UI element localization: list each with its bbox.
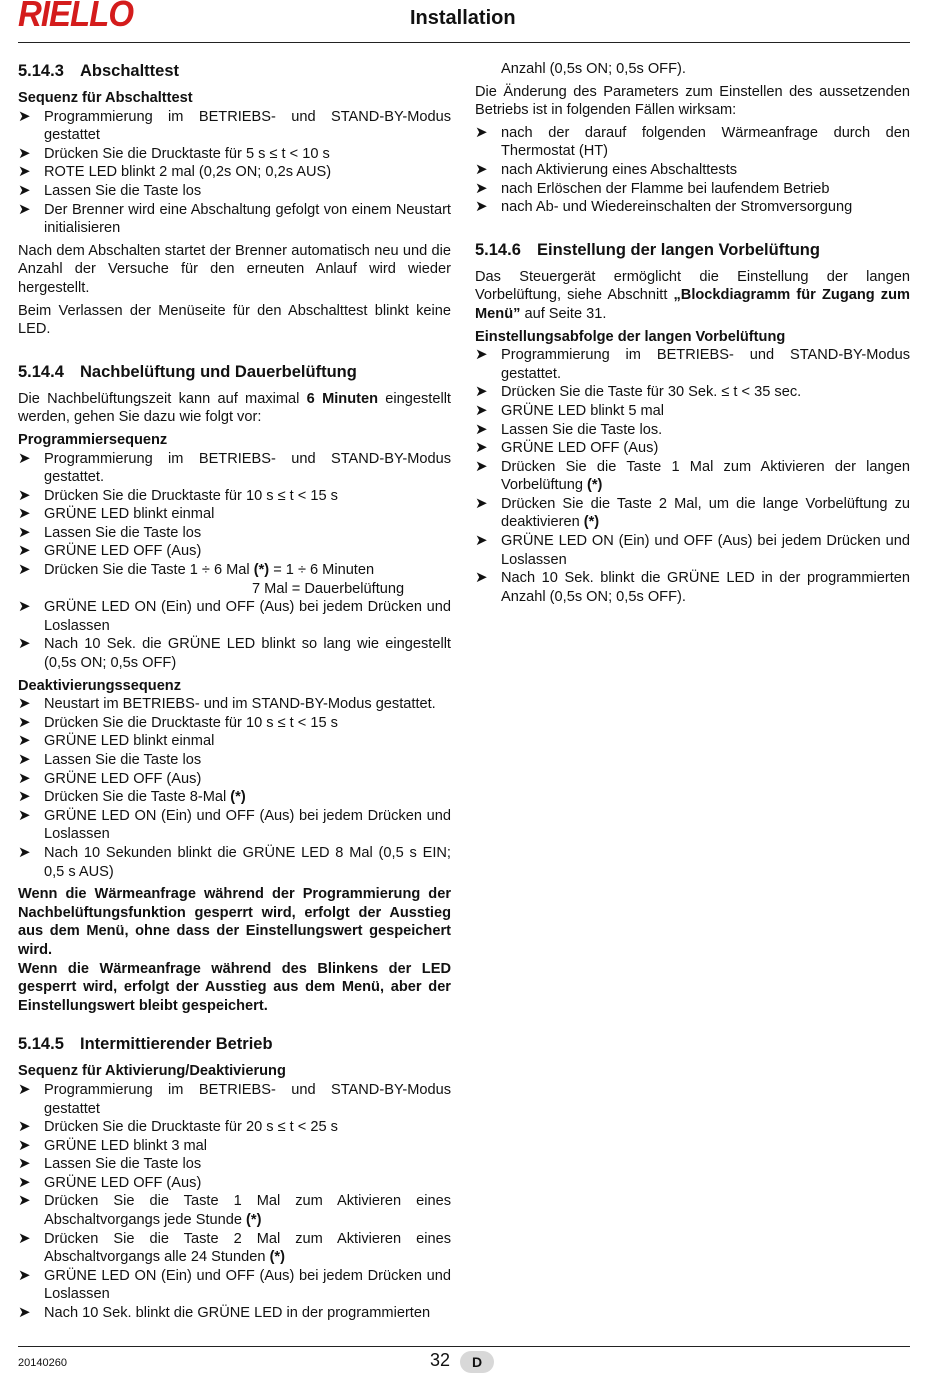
arrow-bullet-icon: ➤ [18, 769, 31, 787]
list-item: ➤ GRÜNE LED blinkt 5 mal [475, 401, 665, 419]
list-item: ➤ ROTE LED blinkt 2 mal (0,2s ON; 0,2s AUS) [18, 163, 332, 181]
arrow-bullet-icon: ➤ [475, 420, 488, 438]
list-item: ➤ Lassen Sie die Taste los. [475, 420, 663, 438]
list-item: ➤ Drücken Sie die Drucktaste für 5 s ≤ t < 10 s [18, 144, 330, 162]
warning-text: Wenn die Wärmeanfrage während des Blinkens der LED gesperrt wird, erfolgt der Ausstieg aus dem Menü, aber der Einstellungswert bleibt gespeichert. [18, 960, 451, 1014]
list-item: ➤ Neustart im BETRIEBS- und im STAND-BY-Modus gestattet. [18, 695, 436, 713]
arrow-bullet-icon: ➤ [18, 505, 31, 523]
list-item: ➤ Nach 10 Sek. blinkt die GRÜNE LED in der programmierten Anzahl (0,5s ON; 0,5s OFF). [475, 569, 910, 605]
arrow-bullet-icon: ➤ [18, 598, 31, 616]
list-item: ➤ Drücken Sie die Drucktaste für 10 s ≤ t < 15 s [18, 486, 338, 504]
arrow-bullet-icon: ➤ [475, 532, 488, 550]
arrow-bullet-icon: ➤ [475, 401, 488, 419]
list-item: ➤ Drücken Sie die Taste 1 Mal zum Aktivieren der langen Vorbelüftung (*) [475, 457, 910, 494]
arrow-bullet-icon: ➤ [18, 732, 31, 750]
arrow-bullet-icon: ➤ [18, 449, 31, 467]
arrow-bullet-icon: ➤ [18, 163, 31, 181]
bullet-list [18, 1081, 451, 1323]
list-item: ➤ Der Brenner wird eine Abschaltung gefolgt von einem Neustart initialisieren [18, 200, 451, 237]
list-item: ➤ Lassen Sie die Taste los [18, 181, 202, 199]
arrow-bullet-icon: ➤ [475, 198, 488, 216]
page-number: 32 [430, 1350, 451, 1370]
list-item: ➤ Drücken Sie die Drucktaste für 10 s ≤ t < 15 s [18, 713, 338, 731]
arrow-bullet-icon: ➤ [475, 457, 488, 475]
arrow-bullet-icon: ➤ [18, 486, 31, 504]
left-column [18, 60, 451, 1327]
paragraph: Das Steuergerät ermöglicht die Einstellung der langen Vorbelüftung, siehe Abschnitt „Blockdiagramm für Zugang zum Menü” auf Seite 31. [475, 268, 910, 322]
arrow-bullet-icon: ➤ [18, 843, 31, 861]
list-item: ➤ Drücken Sie die Taste für 30 Sek. ≤ t < 35 sec. [475, 383, 802, 401]
subheading: Einstellungsabfolge der langen Vorbelüftung [475, 328, 786, 345]
paragraph: Die Nachbelüftungszeit kann auf maximal 6 Minuten eingestellt werden, gehen Sie dazu wie folgt vor: [18, 390, 451, 426]
list-item: ➤ GRÜNE LED OFF (Aus) [18, 1173, 202, 1191]
arrow-bullet-icon: ➤ [475, 439, 488, 457]
section-heading-lange-vorbelueftung: 5.14.6 Einstellung der langen Vorbelüftung [475, 240, 820, 259]
list-item: ➤ Drücken Sie die Drucktaste für 20 s ≤ t < 25 s [18, 1118, 338, 1136]
list-item: ➤ GRÜNE LED blinkt einmal [18, 732, 215, 750]
arrow-bullet-icon: ➤ [18, 1229, 31, 1247]
arrow-bullet-icon: ➤ [475, 383, 488, 401]
arrow-bullet-icon: ➤ [475, 179, 488, 197]
footer-rule [18, 1346, 910, 1347]
list-item: ➤ nach Ab- und Wiedereinschalten der Stromversorgung [475, 198, 853, 216]
arrow-bullet-icon: ➤ [18, 144, 31, 162]
list-item: ➤ Programmierung im BETRIEBS- und STAND-BY-Modus gestattet. [475, 346, 910, 382]
arrow-bullet-icon: ➤ [18, 181, 31, 199]
subheading: Deaktivierungssequenz [18, 677, 182, 694]
arrow-bullet-icon: ➤ [475, 494, 488, 512]
arrow-bullet-icon: ➤ [475, 569, 488, 587]
paragraph: Die Änderung des Parameters zum Einstellen des aussetzenden Betriebs ist in folgenden Fällen wirksam: [475, 83, 910, 119]
arrow-bullet-icon: ➤ [18, 806, 31, 824]
list-item: ➤ GRÜNE LED ON (Ein) und OFF (Aus) bei jedem Drücken und Loslassen [18, 1266, 451, 1303]
document-code: 20140260 [18, 1357, 67, 1369]
arrow-bullet-icon: ➤ [18, 542, 31, 560]
arrow-bullet-icon: ➤ [18, 1173, 31, 1191]
arrow-bullet-icon: ➤ [475, 346, 488, 364]
list-item: ➤ Programmierung im BETRIEBS- und STAND-BY-Modus gestattet. [18, 449, 451, 486]
list-item: ➤ Lassen Sie die Taste los [18, 1155, 202, 1173]
arrow-bullet-icon: ➤ [18, 1136, 31, 1154]
list-item: ➤ nach Erlöschen der Flamme bei laufendem Betrieb [475, 179, 830, 197]
arrow-bullet-icon: ➤ [475, 123, 488, 141]
subheading: Sequenz für Abschalttest [18, 90, 193, 106]
arrow-bullet-icon: ➤ [18, 1118, 31, 1136]
list-item: ➤ Lassen Sie die Taste los [18, 523, 202, 541]
arrow-bullet-icon: ➤ [18, 751, 31, 768]
bullet-list [18, 695, 451, 881]
list-item: ➤ Programmierung im BETRIEBS- und STAND-BY-Modus gestattet [18, 1080, 451, 1117]
arrow-bullet-icon: ➤ [18, 1080, 31, 1098]
bullet-list [18, 108, 451, 238]
language-badge: D [460, 1351, 494, 1373]
arrow-bullet-icon: ➤ [18, 1266, 31, 1284]
arrow-bullet-icon: ➤ [18, 788, 31, 806]
list-item: ➤ GRÜNE LED blinkt einmal [18, 505, 215, 523]
arrow-bullet-icon: ➤ [18, 695, 31, 713]
list-item: ➤ Nach 10 Sekunden blinkt die GRÜNE LED 8 Mal (0,5 s EIN; 0,5 s AUS) [18, 843, 451, 880]
arrow-bullet-icon: ➤ [18, 1304, 31, 1322]
list-item: ➤ GRÜNE LED OFF (Aus) [475, 439, 659, 457]
brand-logo: RIELLO [18, 0, 133, 34]
paragraph: Beim Verlassen der Menüseite für den Abschalttest blinkt keine LED. [18, 302, 451, 338]
list-item: ➤ GRÜNE LED ON (Ein) und OFF (Aus) bei jedem Drücken und Loslassen [18, 806, 451, 843]
list-item: ➤ Nach 10 Sek. blinkt die GRÜNE LED in der programmierten [18, 1304, 431, 1322]
list-item: ➤ GRÜNE LED blinkt 3 mal [18, 1136, 208, 1154]
list-item: ➤ Nach 10 Sek. die GRÜNE LED blinkt so lang wie eingestellt (0,5s ON; 0,5s OFF) [18, 635, 451, 672]
list-item-continuation: Anzahl (0,5s ON; 0,5s OFF). [501, 61, 686, 77]
page-header-title: Installation [410, 7, 516, 29]
section-heading-intermittierend: 5.14.5 Intermittierender Betrieb [18, 1035, 273, 1054]
arrow-bullet-icon: ➤ [18, 1192, 31, 1210]
bullet-list [18, 450, 451, 673]
arrow-bullet-icon: ➤ [18, 713, 31, 731]
list-item: ➤ nach der darauf folgenden Wärmeanfrage durch den Thermostat (HT) [475, 123, 910, 160]
arrow-bullet-icon: ➤ [18, 1155, 31, 1173]
list-item: ➤ GRÜNE LED ON (Ein) und OFF (Aus) bei jedem Drücken und Loslassen [18, 598, 451, 634]
arrow-bullet-icon: ➤ [18, 561, 31, 579]
list-item: ➤ Drücken Sie die Taste 2 Mal, um die lange Vorbelüftung zu deaktivieren (*) [475, 494, 910, 531]
section-heading-nachbelueftung: 5.14.4 Nachbelüftung und Dauerbelüftung [18, 362, 357, 381]
subheading: Programmiersequenz [18, 431, 168, 448]
paragraph: Nach dem Abschalten startet der Brenner automatisch neu und die Anzahl der Versuche für den erneuten Anlauf wird wieder hergestellt. [18, 242, 451, 296]
list-item: ➤ Drücken Sie die Taste 8-Mal (*) [18, 788, 246, 806]
subheading: Sequenz für Aktivierung/Deaktivierung [18, 1063, 286, 1080]
list-item: ➤ Lassen Sie die Taste los [18, 751, 202, 768]
arrow-bullet-icon: ➤ [18, 635, 31, 653]
bullet-list [475, 124, 910, 217]
bullet-list [475, 346, 910, 606]
arrow-bullet-icon: ➤ [18, 523, 31, 541]
section-heading-abschalttest: 5.14.3 Abschalttest [18, 62, 180, 80]
warning-text: Wenn die Wärmeanfrage während der Programmierung der Nachbelüftungsfunktion gesperrt wird, erfolgt der Ausstieg aus dem Menü, ohne dass der Einstellungswert gespeichert wird. [18, 886, 451, 958]
list-item: ➤ Drücken Sie die Taste 2 Mal zum Aktivieren eines Abschaltvorgangs alle 24 Stunden (*) [18, 1229, 451, 1266]
list-item: ➤ Programmierung im BETRIEBS- und STAND-BY-Modus gestattet [18, 107, 451, 144]
cross-reference-link: „Blockdiagramm für Zugang zum Menü” [475, 287, 910, 322]
arrow-bullet-icon: ➤ [475, 160, 488, 178]
header-rule [18, 42, 910, 43]
list-item: ➤ GRÜNE LED OFF (Aus) [18, 769, 202, 787]
arrow-bullet-icon: ➤ [18, 107, 31, 125]
list-item: ➤ Drücken Sie die Taste 1 ÷ 6 Mal (*) = 1 ÷ 6 Minuten 7 Mal = Dauerbelüftung [18, 561, 405, 597]
right-column [475, 60, 910, 610]
list-item: ➤ nach Aktivierung eines Abschalttests [475, 160, 738, 178]
list-item: ➤ GRÜNE LED ON (Ein) und OFF (Aus) bei jedem Drücken und Loslassen [475, 532, 910, 568]
arrow-bullet-icon: ➤ [18, 200, 31, 218]
list-item: ➤ GRÜNE LED OFF (Aus) [18, 542, 202, 560]
list-item: ➤ Drücken Sie die Taste 1 Mal zum Aktivieren eines Abschaltvorgangs jede Stunde (*) [18, 1192, 451, 1229]
